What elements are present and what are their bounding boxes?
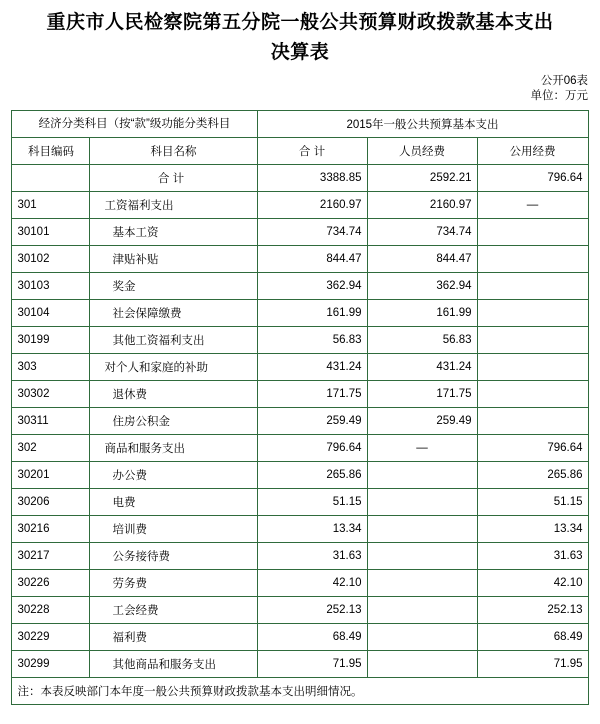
table-note: 注：本表反映部门本年度一般公共预算财政拨款基本支出明细情况。 xyxy=(12,678,588,705)
cell-subject-name: 社会保障缴费 xyxy=(90,300,257,327)
cell-subject-code: 30226 xyxy=(12,570,90,597)
cell-personnel xyxy=(367,624,477,651)
table-note-row xyxy=(12,678,588,705)
header-budget-year: 2015年一般公共预算基本支出 xyxy=(257,111,588,138)
table-row xyxy=(12,543,588,570)
cell-personnel: 171.75 xyxy=(367,381,477,408)
cell-subject-code: 30199 xyxy=(12,327,90,354)
table-row xyxy=(12,597,588,624)
cell-subject-name: 工会经费 xyxy=(90,597,257,624)
cell-subject-code: 30201 xyxy=(12,462,90,489)
cell-subject-name: 奖金 xyxy=(90,273,257,300)
cell-personnel xyxy=(367,462,477,489)
table-row xyxy=(12,570,588,597)
cell-subject-name: 其他工资福利支出 xyxy=(90,327,257,354)
cell-public xyxy=(477,246,588,273)
header-subject-name: 科目名称 xyxy=(90,138,257,165)
cell-personnel xyxy=(367,516,477,543)
table-row xyxy=(12,381,588,408)
cell-total: 431.24 xyxy=(257,354,367,381)
cell-subject-name: 商品和服务支出 xyxy=(90,435,257,462)
table-row xyxy=(12,165,588,192)
form-meta xyxy=(0,70,600,104)
cell-total: 68.49 xyxy=(257,624,367,651)
cell-subject-name: 公务接待费 xyxy=(90,543,257,570)
cell-subject-code: 30102 xyxy=(12,246,90,273)
cell-total: 796.64 xyxy=(257,435,367,462)
cell-subject-name: 津贴补贴 xyxy=(90,246,257,273)
table-row xyxy=(12,219,588,246)
table-row xyxy=(12,354,588,381)
cell-total: 734.74 xyxy=(257,219,367,246)
cell-subject-name: 办公费 xyxy=(90,462,257,489)
cell-total: 2160.97 xyxy=(257,192,367,219)
cell-subject-code: 30299 xyxy=(12,651,90,678)
table-row xyxy=(12,651,588,678)
table-row xyxy=(12,489,588,516)
cell-subject-name: 工资福利支出 xyxy=(90,192,257,219)
cell-subject-name: 福利费 xyxy=(90,624,257,651)
cell-public xyxy=(477,381,588,408)
cell-subject-code: 303 xyxy=(12,354,90,381)
cell-subject-code: 30101 xyxy=(12,219,90,246)
cell-personnel: 431.24 xyxy=(367,354,477,381)
cell-total: 56.83 xyxy=(257,327,367,354)
cell-personnel: 2160.97 xyxy=(367,192,477,219)
cell-personnel: 259.49 xyxy=(367,408,477,435)
cell-subject-name: 基本工资 xyxy=(90,219,257,246)
cell-total: 252.13 xyxy=(257,597,367,624)
table-body xyxy=(12,165,588,678)
table-row xyxy=(12,516,588,543)
header-personnel-expense: 人员经费 xyxy=(367,138,477,165)
header-economic-class: 经济分类科目（按“款”级功能分类科目 xyxy=(12,111,257,138)
cell-public xyxy=(477,408,588,435)
cell-personnel: 734.74 xyxy=(367,219,477,246)
cell-subject-code: 30217 xyxy=(12,543,90,570)
cell-public xyxy=(477,327,588,354)
cell-public: 42.10 xyxy=(477,570,588,597)
table-row xyxy=(12,246,588,273)
cell-subject-code xyxy=(12,165,90,192)
cell-subject-name: 对个人和家庭的补助 xyxy=(90,354,257,381)
cell-public xyxy=(477,273,588,300)
cell-personnel xyxy=(367,651,477,678)
table-row xyxy=(12,192,588,219)
cell-total: 42.10 xyxy=(257,570,367,597)
page-title: 重庆市人民检察院第五分院一般公共预算财政拨款基本支出决算表 xyxy=(46,12,554,63)
header-total: 合 计 xyxy=(257,138,367,165)
cell-total: 161.99 xyxy=(257,300,367,327)
cell-subject-name: 其他商品和服务支出 xyxy=(90,651,257,678)
cell-subject-code: 30206 xyxy=(12,489,90,516)
cell-total: 51.15 xyxy=(257,489,367,516)
table-row xyxy=(12,435,588,462)
table-row xyxy=(12,327,588,354)
table-header-row-2 xyxy=(12,138,588,165)
cell-subject-name: 合 计 xyxy=(90,165,257,192)
cell-public: 13.34 xyxy=(477,516,588,543)
cell-total: 3388.85 xyxy=(257,165,367,192)
cell-subject-code: 30216 xyxy=(12,516,90,543)
header-public-expense: 公用经费 xyxy=(477,138,588,165)
cell-subject-code: 30228 xyxy=(12,597,90,624)
table-row xyxy=(12,624,588,651)
cell-public xyxy=(477,219,588,246)
cell-personnel xyxy=(367,489,477,516)
cell-subject-code: 30103 xyxy=(12,273,90,300)
cell-subject-code: 30229 xyxy=(12,624,90,651)
cell-personnel: 56.83 xyxy=(367,327,477,354)
cell-subject-code: 301 xyxy=(12,192,90,219)
budget-table xyxy=(11,110,588,705)
header-subject-code: 科目编码 xyxy=(12,138,90,165)
cell-subject-code: 302 xyxy=(12,435,90,462)
cell-total: 844.47 xyxy=(257,246,367,273)
cell-public: 51.15 xyxy=(477,489,588,516)
cell-personnel: 844.47 xyxy=(367,246,477,273)
cell-public: — xyxy=(477,192,588,219)
cell-public: 796.64 xyxy=(477,435,588,462)
cell-subject-name: 退休费 xyxy=(90,381,257,408)
cell-total: 71.95 xyxy=(257,651,367,678)
table-row xyxy=(12,408,588,435)
cell-subject-code: 30311 xyxy=(12,408,90,435)
cell-total: 171.75 xyxy=(257,381,367,408)
cell-total: 31.63 xyxy=(257,543,367,570)
cell-public xyxy=(477,300,588,327)
table-header-row-1 xyxy=(12,111,588,138)
table-row xyxy=(12,462,588,489)
cell-personnel: 161.99 xyxy=(367,300,477,327)
table-row xyxy=(12,300,588,327)
unit-note: 单位：万元 xyxy=(530,90,588,102)
cell-total: 265.86 xyxy=(257,462,367,489)
cell-personnel xyxy=(367,597,477,624)
cell-public: 71.95 xyxy=(477,651,588,678)
form-number: 公开06表 xyxy=(540,75,588,87)
cell-subject-name: 劳务费 xyxy=(90,570,257,597)
cell-subject-name: 住房公积金 xyxy=(90,408,257,435)
cell-personnel xyxy=(367,543,477,570)
cell-public: 796.64 xyxy=(477,165,588,192)
cell-subject-name: 电费 xyxy=(90,489,257,516)
cell-personnel: 362.94 xyxy=(367,273,477,300)
cell-public: 265.86 xyxy=(477,462,588,489)
cell-public xyxy=(477,354,588,381)
cell-personnel: 2592.21 xyxy=(367,165,477,192)
cell-public: 252.13 xyxy=(477,597,588,624)
cell-subject-name: 培训费 xyxy=(90,516,257,543)
cell-total: 362.94 xyxy=(257,273,367,300)
cell-total: 259.49 xyxy=(257,408,367,435)
cell-subject-code: 30104 xyxy=(12,300,90,327)
cell-personnel xyxy=(367,570,477,597)
table-row xyxy=(12,273,588,300)
cell-personnel: — xyxy=(367,435,477,462)
cell-public: 68.49 xyxy=(477,624,588,651)
cell-subject-code: 30302 xyxy=(12,381,90,408)
cell-public: 31.63 xyxy=(477,543,588,570)
cell-total: 13.34 xyxy=(257,516,367,543)
